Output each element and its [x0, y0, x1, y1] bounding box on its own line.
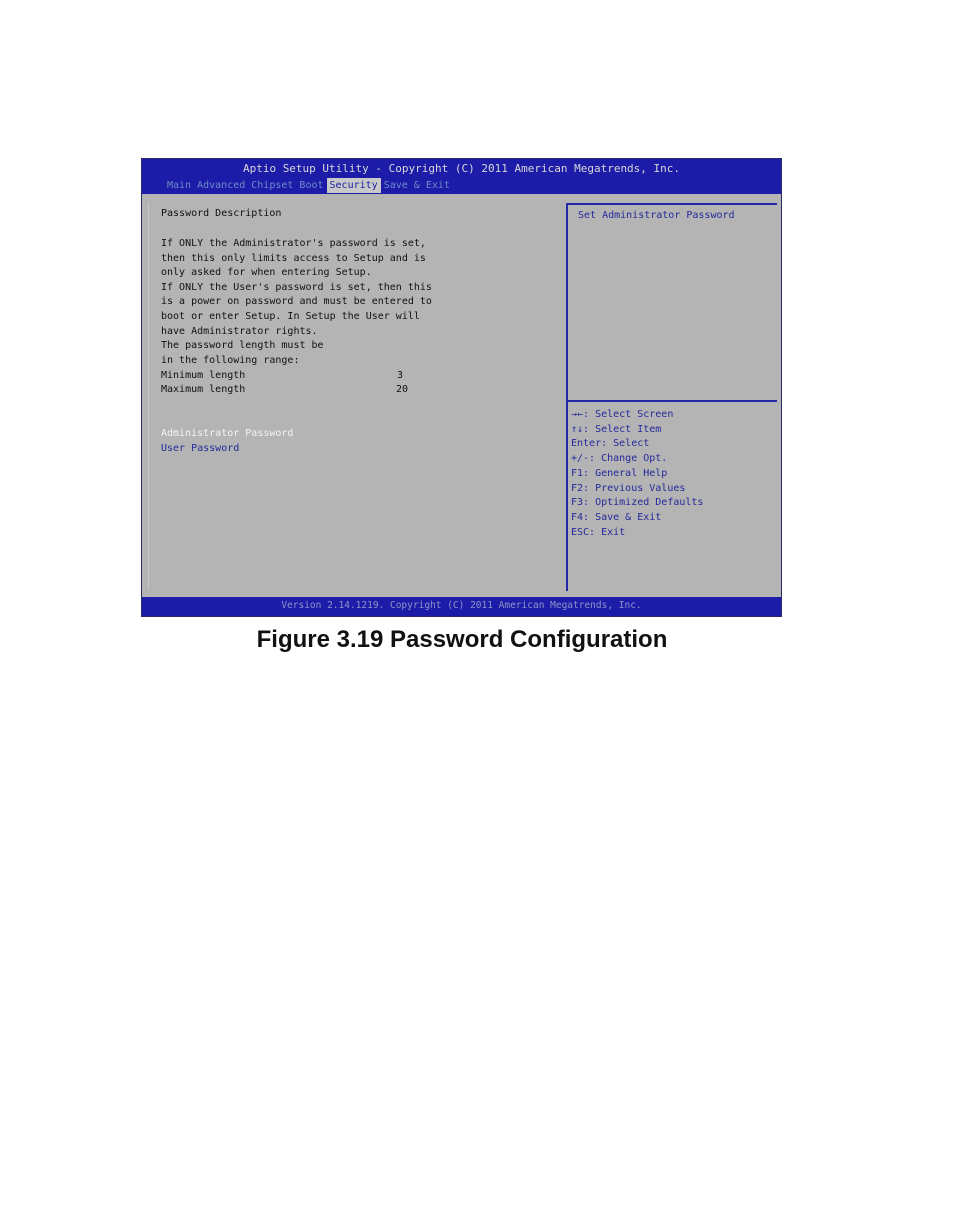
administrator-password-item[interactable]: Administrator Password [161, 428, 294, 439]
tab-chipset[interactable]: Chipset [251, 180, 294, 191]
password-description [161, 237, 432, 368]
tab-boot[interactable]: Boot [299, 180, 324, 191]
item-help-text: Set Administrator Password [578, 210, 735, 221]
section-heading: Password Description [161, 208, 282, 219]
description-line: only asked for when entering Setup. [161, 267, 372, 279]
bios-setup-screen [141, 158, 782, 617]
description-line: The password length must be [161, 340, 324, 352]
bios-title: Aptio Setup Utility - Copyright (C) 2011 American Megatrends, Inc. [242, 162, 681, 175]
key-legend [571, 408, 703, 540]
description-line: If ONLY the Administrator's password is set, [161, 238, 426, 249]
key-help-select-item: ↑↓: Select Item [571, 423, 662, 435]
description-line: then this only limits access to Setup and is [161, 252, 426, 264]
key-help-f4: F4: Save & Exit [571, 511, 662, 523]
bios-footer-bar [142, 597, 781, 616]
key-help-f1: F1: General Help [571, 467, 668, 479]
tab-save-exit[interactable]: Save & Exit [383, 180, 450, 191]
tab-advanced[interactable]: Advanced [197, 180, 246, 191]
key-help-change-opt: +/-: Change Opt. [571, 453, 668, 465]
key-help-f3: F3: Optimized Defaults [571, 497, 704, 509]
key-help-esc: ESC: Exit [571, 526, 626, 538]
min-length-label: Minimum length [161, 370, 246, 381]
description-line: If ONLY the User's password is set, then this [161, 281, 432, 293]
bios-title-bar [142, 159, 781, 194]
description-line: in the following range: [161, 354, 300, 366]
help-divider [568, 400, 777, 402]
bios-version-text: Version 2.14.1219. Copyright (C) 2011 American Megatrends, Inc. [281, 600, 642, 611]
description-line: boot or enter Setup. In Setup the User will [161, 310, 420, 322]
max-length-value: 20 [396, 384, 409, 395]
min-length-value: 3 [397, 370, 404, 381]
help-panel [566, 203, 777, 591]
key-help-f2: F2: Previous Values [571, 482, 686, 494]
tab-main[interactable]: Main [167, 180, 192, 191]
figure-caption: Figure 3.19 Password Configuration [256, 626, 668, 653]
key-help-enter: Enter: Select [571, 438, 650, 450]
bios-tabs [164, 178, 453, 193]
user-password-item[interactable]: User Password [161, 443, 240, 454]
main-panel [148, 203, 563, 589]
key-help-select-screen: →←: Select Screen [571, 409, 674, 420]
tab-security[interactable]: Security [327, 178, 381, 193]
description-line: is a power on password and must be entered to [161, 296, 432, 308]
description-line: have Administrator rights. [161, 325, 318, 337]
max-length-label: Maximum length [161, 384, 246, 395]
